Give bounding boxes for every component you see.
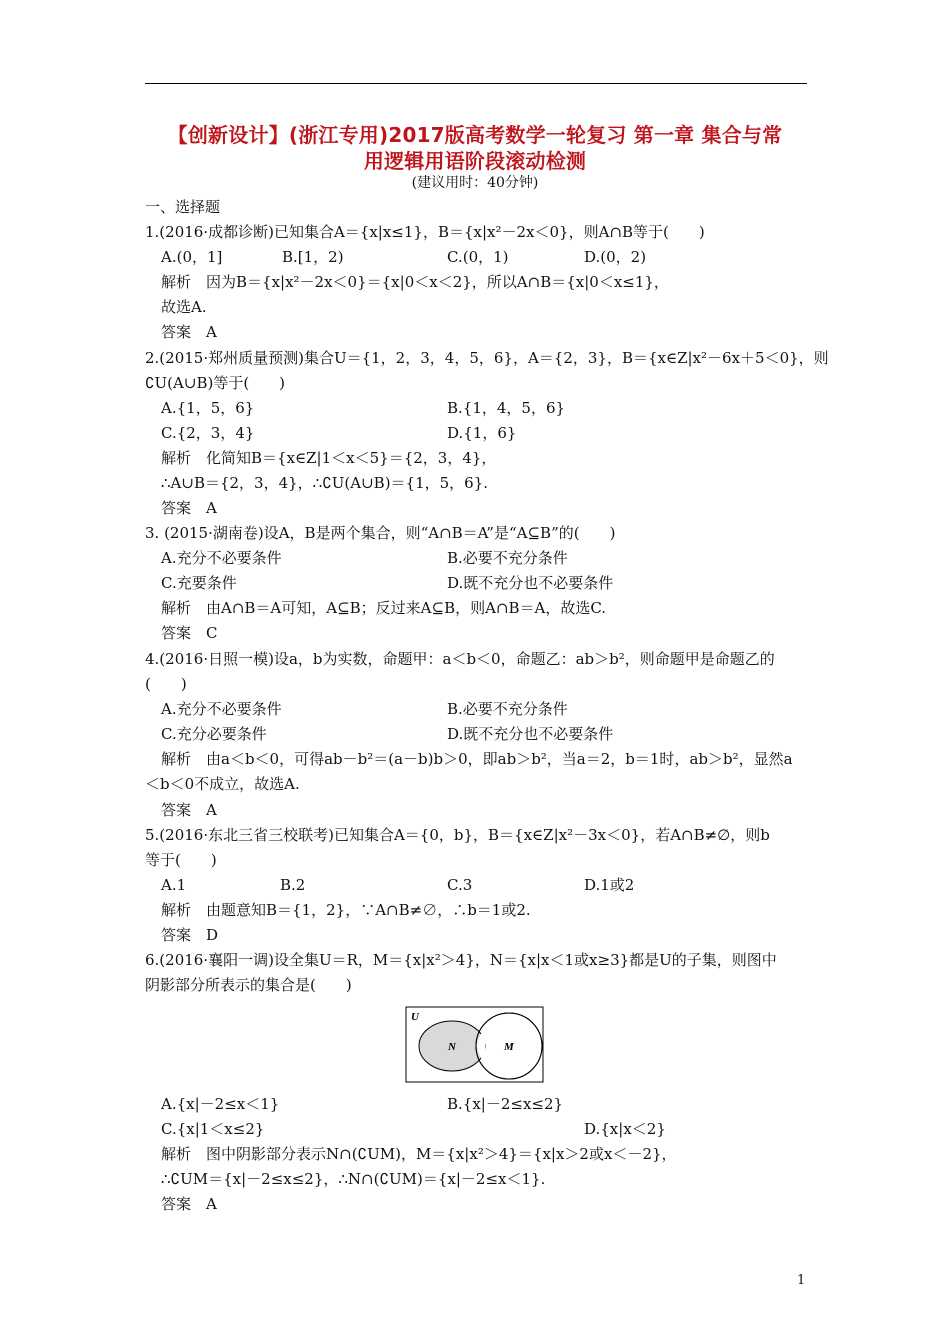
- q5-analysis: 解析 由题意知B＝{1，2}，∵A∩B≠∅，∴b＝1或2.: [161, 901, 531, 919]
- q4-stem: 4.(2016·日照一模)设a，b为实数，命题甲：a＜b＜0，命题乙：ab＞b²，则命题甲是命题乙的: [145, 650, 775, 668]
- q6-analysis: 解析 图中阴影部分表示N∩(∁UM)，M＝{x|x²＞4}＝{x|x＞2或x＜－2}，: [161, 1145, 677, 1163]
- q2-stem-cont: ∁U(A∪B)等于( ): [145, 374, 286, 392]
- q4-option-d: D.既不充分也不必要条件: [447, 725, 614, 743]
- q4-stem-cont: ( ): [145, 675, 187, 693]
- q6-option-b: B.{x|－2≤x≤2}: [447, 1095, 564, 1113]
- q3-analysis: 解析 由A∩B＝A可知，A⊆B；反过来A⊆B，则A∩B＝A，故选C.: [161, 599, 607, 617]
- section-heading: 一、选择题: [145, 198, 221, 216]
- header-rule: [145, 83, 807, 84]
- q3-stem: 3. (2015·湖南卷)设A，B是两个集合，则“A∩B＝A”是“A⊆B”的( ): [145, 524, 616, 542]
- q3-option-a: A.充分不必要条件: [161, 549, 282, 567]
- q2-analysis-cont: ∴A∪B＝{2，3，4}，∴∁U(A∪B)＝{1，5，6}.: [161, 474, 489, 492]
- q5-stem: 5.(2016·东北三省三校联考)已知集合A＝{0，b}，B＝{x∈Z|x²－3x＜0}，若A∩B≠∅，则b: [145, 826, 770, 844]
- q4-option-c: C.充分必要条件: [161, 725, 267, 743]
- q1-option-b: B.[1，2): [282, 248, 344, 266]
- page-number: 1: [797, 1273, 806, 1288]
- q1-analysis-cont: 故选A.: [161, 298, 207, 316]
- q5-option-a: A.1: [161, 876, 187, 894]
- set-m-label: M: [504, 1041, 514, 1053]
- q6-option-c: C.{x|1＜x≤2}: [161, 1120, 265, 1138]
- q4-analysis: 解析 由a＜b＜0，可得ab－b²＝(a－b)b＞0，即ab＞b²，当a＝2，b＝1时，ab＞b²，显然a: [161, 750, 793, 768]
- q5-option-b: B.2: [280, 876, 306, 894]
- venn-diagram: [405, 1006, 545, 1084]
- q6-answer: 答案 A: [161, 1195, 217, 1213]
- q6-analysis-cont: ∴∁UM＝{x|－2≤x≤2}，∴N∩(∁UM)＝{x|－2≤x＜1}.: [161, 1170, 546, 1188]
- title-line-2: 用逻辑用语阶段滚动检测: [363, 149, 587, 173]
- q2-option-a: A.{1，5，6}: [161, 399, 255, 417]
- q1-option-d: D.(0，2): [584, 248, 647, 266]
- q2-option-b: B.{1，4，5，6}: [447, 399, 566, 417]
- q2-analysis: 解析 化简知B＝{x∈Z|1＜x＜5}＝{2，3，4}，: [161, 449, 497, 467]
- q2-answer: 答案 A: [161, 499, 217, 517]
- q4-option-a: A.充分不必要条件: [161, 700, 282, 718]
- title-line-1: 【创新设计】(浙江专用)2017版高考数学一轮复习 第一章 集合与常: [167, 123, 783, 147]
- q4-option-b: B.必要不充分条件: [447, 700, 568, 718]
- q5-stem-cont: 等于( ): [145, 851, 217, 869]
- q1-option-a: A.(0，1]: [161, 248, 223, 266]
- q1-stem: 1.(2016·成都诊断)已知集合A＝{x|x≤1}，B＝{x|x²－2x＜0}，则A∩B等于( ): [145, 223, 705, 241]
- q5-answer: 答案 D: [161, 926, 219, 944]
- q4-answer: 答案 A: [161, 801, 217, 819]
- q1-answer: 答案 A: [161, 323, 217, 341]
- q4-analysis-cont: ＜b＜0不成立，故选A.: [145, 775, 300, 793]
- document-title: [140, 122, 810, 174]
- set-n-label: N: [448, 1041, 456, 1053]
- q2-option-c: C.{2，3，4}: [161, 424, 255, 442]
- q1-option-c: C.(0，1): [447, 248, 509, 266]
- q1-analysis: 解析 因为B＝{x|x²－2x＜0}＝{x|0＜x＜2}，所以A∩B＝{x|0＜x≤1}，: [161, 273, 669, 291]
- q3-option-b: B.必要不充分条件: [447, 549, 568, 567]
- q3-option-c: C.充要条件: [161, 574, 237, 592]
- q6-stem-cont: 阴影部分所表示的集合是( ): [145, 976, 352, 994]
- universe-label: U: [411, 1011, 419, 1023]
- suggested-time: (建议用时：40分钟): [411, 175, 539, 191]
- q5-option-d: D.1或2: [584, 876, 635, 894]
- q2-stem: 2.(2015·郑州质量预测)集合U＝{1，2，3，4，5，6}，A＝{2，3}，B＝{x∈Z|x²－6x＋5＜0}，则: [145, 349, 829, 367]
- q2-option-d: D.{1，6}: [447, 424, 517, 442]
- q3-answer: 答案 C: [161, 624, 218, 642]
- q6-option-a: A.{x|－2≤x＜1}: [161, 1095, 280, 1113]
- q6-option-d: D.{x|x＜2}: [584, 1120, 666, 1138]
- q6-stem: 6.(2016·襄阳一调)设全集U＝R，M＝{x|x²＞4}，N＝{x|x＜1或x≥3}都是U的子集，则图中: [145, 951, 777, 969]
- q3-option-d: D.既不充分也不必要条件: [447, 574, 614, 592]
- q5-option-c: C.3: [447, 876, 473, 894]
